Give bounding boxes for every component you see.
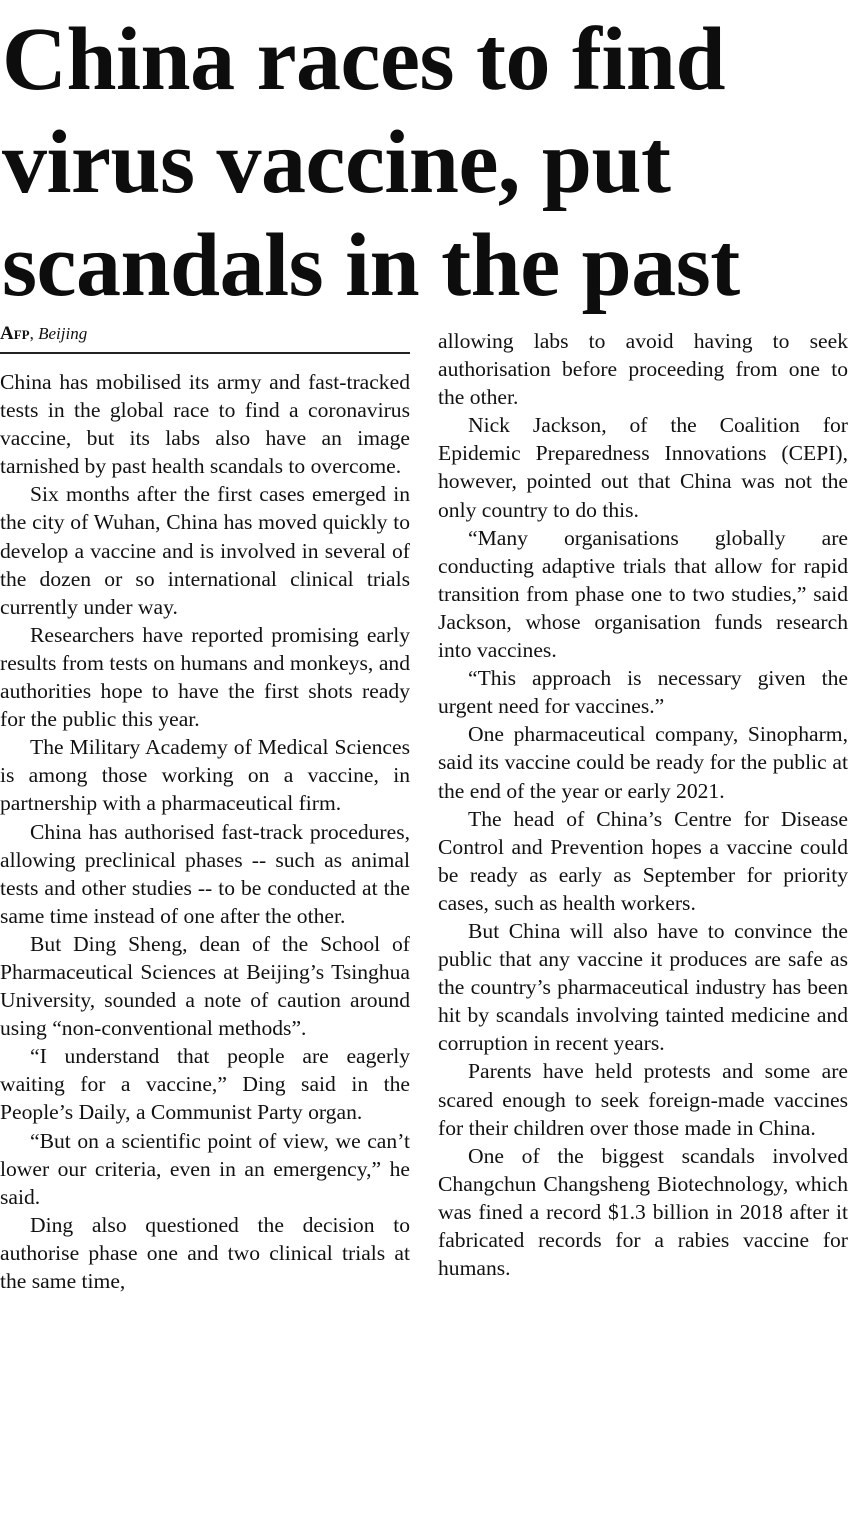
- paragraph: One pharmaceutical company, Sinopharm, said its vaccine could be ready for the public at the end of the year or early 2021.: [438, 722, 848, 803]
- paragraph: Six months after the first cases emerged in the city of Wuhan, China has moved quickly to develop a vaccine and is involved in several of the dozen or so international clinical trials currently under way.: [0, 482, 410, 619]
- paragraph: “But on a scientific point of view, we can’t lower our criteria, even in an emergency,” he said.: [0, 1128, 410, 1209]
- paragraph: China has authorised fast-track procedures, allowing preclinical phases -- such as animal tests and other studies -- to be conducted at the same time instead of one after the other.: [0, 819, 410, 928]
- article-column-left: [0, 368, 410, 1295]
- paragraph: China has mobilised its army and fast-tracked tests in the global race to find a coronavirus vaccine, but its labs also have an image tarnished by past health scandals to overcome.: [0, 370, 410, 479]
- paragraph: “I understand that people are eagerly waiting for a vaccine,” Ding said in the People’s Daily, a Communist Party organ.: [0, 1044, 410, 1125]
- byline-location: Beijing: [38, 324, 88, 343]
- paragraph: “Many organisations globally are conducting adaptive trials that allow for rapid transition from phase one to two studies,” said Jackson, whose organisation funds research into vaccines.: [438, 525, 848, 663]
- paragraph: Nick Jackson, of the Coalition for Epidemic Preparedness Innovations (CEPI), however, pointed out that China was not the only country to do this.: [438, 413, 848, 522]
- byline: [0, 322, 410, 354]
- article-column-right: [438, 327, 848, 1282]
- paragraph: Researchers have reported promising early results from tests on humans and monkeys, and authorities hope to have the first shots ready for the public this year.: [0, 622, 410, 732]
- paragraph: “This approach is necessary given the urgent need for vaccines.”: [438, 666, 848, 719]
- paragraph: allowing labs to avoid having to seek authorisation before proceeding from one to the other.: [438, 329, 848, 410]
- paragraph: Parents have held protests and some are scared enough to seek foreign-made vaccines for their children over those made in China.: [438, 1059, 848, 1140]
- paragraph: Ding also questioned the decision to authorise phase one and two clinical trials at the same time,: [0, 1212, 410, 1293]
- paragraph: One of the biggest scandals involved Changchun Changsheng Biotechnology, which was fined a record $1.3 billion in 2018 after it fabricated records for a rabies vaccine for humans.: [438, 1143, 848, 1281]
- byline-separator: ,: [29, 324, 34, 343]
- paragraph: The head of China’s Centre for Disease Control and Prevention hopes a vaccine could be ready as early as September for priority cases, such as health workers.: [438, 806, 848, 915]
- paragraph: The Military Academy of Medical Sciences is among those working on a vaccine, in partnership with a pharmaceutical firm.: [0, 735, 410, 816]
- paragraph: But Ding Sheng, dean of the School of Pharmaceutical Sciences at Beijing’s Tsinghua University, sounded a note of caution around using “non-conventional methods”.: [0, 931, 410, 1041]
- paragraph: But China will also have to convince the public that any vaccine it produces are safe as the country’s pharmaceutical industry has been hit by scandals involving tainted medicine and corruption in recent years.: [438, 918, 848, 1056]
- headline: China races to find virus vaccine, put scandals in the past: [2, 10, 740, 315]
- byline-agency: Afp: [0, 323, 30, 344]
